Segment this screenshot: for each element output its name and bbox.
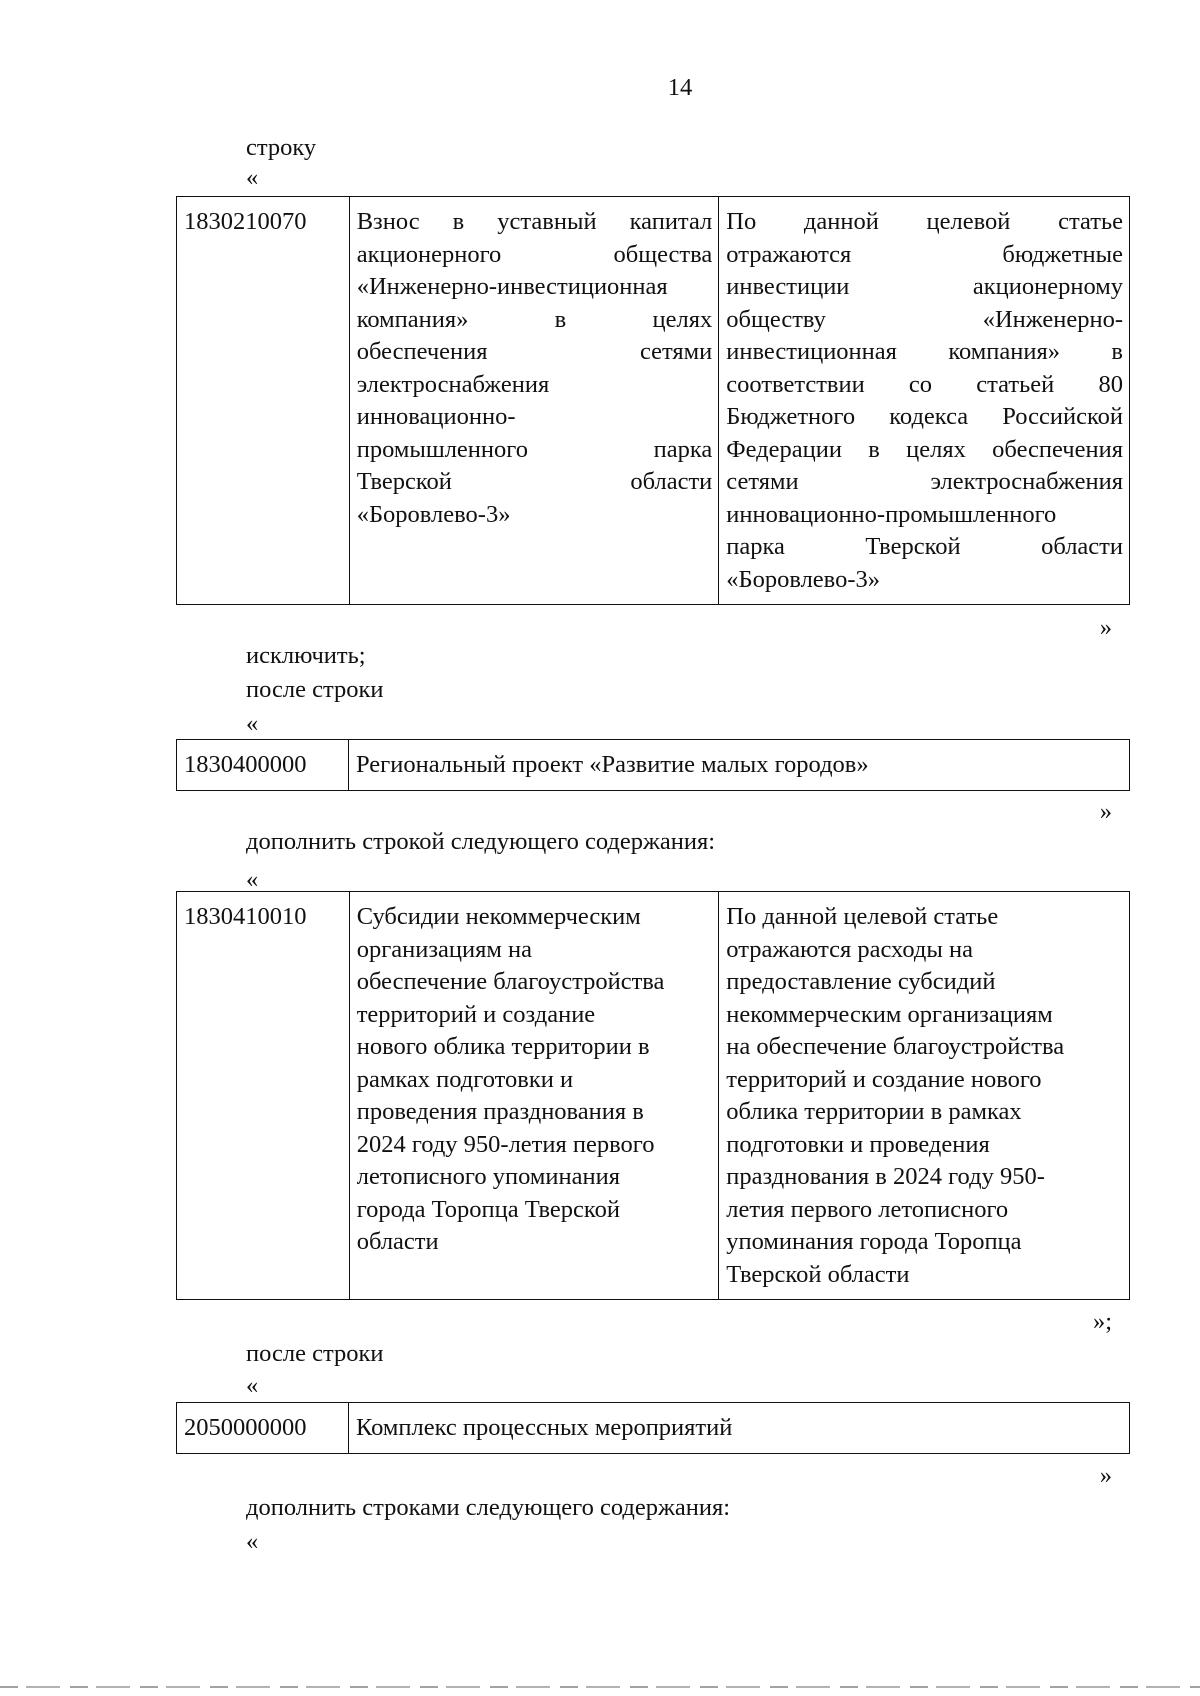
description-line: летия первого летописного: [726, 1195, 1009, 1223]
description-line: облика территории в рамках: [726, 1098, 1022, 1125]
name-cell: [349, 197, 719, 605]
name-line: электроснабжения: [356, 370, 550, 398]
name-line: Тверской области: [356, 468, 713, 495]
description-line: отражаются бюджетные: [726, 240, 1123, 268]
opening-quote: «: [246, 866, 259, 893]
name-line: территорий и создание: [356, 1000, 596, 1028]
table-row: [177, 1403, 1130, 1454]
name-line: компания» в целях: [356, 305, 713, 333]
name-line: обеспечение благоустройства: [356, 968, 665, 995]
description-line: празднования в 2024 году 950-: [726, 1163, 1045, 1190]
table-row-1830410010: [176, 891, 1130, 1300]
description-line: «Боровлево-3»: [726, 565, 880, 593]
description-line: инновационно-промышленного: [726, 500, 1057, 528]
name-line: 2024 году 950-летия первого: [356, 1130, 655, 1158]
description-cell: [719, 892, 1130, 1300]
description-line: По данной целевой статье: [726, 208, 1123, 235]
description-line: упоминания города Торопца: [726, 1228, 1022, 1255]
description-line: обществу «Инженерно-: [726, 305, 1123, 333]
description-line: территорий и создание нового: [726, 1065, 1042, 1093]
scan-artifact-line: [0, 1686, 1200, 1688]
instruction-line-row: строку: [246, 134, 317, 161]
code-cell: 1830210070: [177, 197, 350, 605]
opening-quote: «: [246, 1528, 259, 1555]
description-line: Федерации в целях обеспечения: [726, 435, 1123, 463]
description-line: Бюджетного кодекса Российской: [726, 403, 1123, 430]
instruction-after-row: после строки: [246, 1340, 384, 1367]
table-row: [177, 740, 1130, 791]
table-row-1830210070: [176, 196, 1130, 605]
name-line: промышленного парка: [356, 435, 713, 463]
description-line: инвестиционная компания» в: [726, 338, 1123, 365]
page-number: 14: [667, 74, 693, 101]
name-line: «Боровлево-3»: [356, 500, 511, 528]
description-line: отражаются расходы на: [726, 935, 973, 963]
opening-quote: «: [246, 164, 259, 191]
table-row: [177, 892, 1130, 1300]
name-line: проведения празднования в: [356, 1098, 644, 1125]
name-line: Взнос в уставный капитал: [356, 208, 713, 235]
name-cell: Комплекс процессных мероприятий: [349, 1403, 1130, 1454]
description-line: на обеспечение благоустройства: [726, 1033, 1065, 1060]
name-line: «Инженерно-инвестиционная: [356, 273, 668, 300]
description-line: подготовки и проведения: [726, 1130, 990, 1158]
description-line: некоммерческим организациям: [726, 1000, 1053, 1028]
name-line: города Торопца Тверской: [356, 1195, 620, 1223]
name-line: обеспечения сетями: [356, 338, 713, 365]
opening-quote: «: [246, 1372, 259, 1399]
table-row: [177, 197, 1130, 605]
name-line: инновационно-: [356, 403, 516, 430]
opening-quote: «: [246, 710, 259, 737]
description-line: инвестиции акционерному: [726, 273, 1123, 300]
instruction-after-row: после строки: [246, 676, 384, 703]
name-line: Субсидии некоммерческим: [356, 903, 641, 930]
description-cell: [719, 197, 1130, 605]
name-line: области: [356, 1228, 439, 1255]
code-cell: 1830410010: [177, 892, 350, 1300]
description-line: Тверской области: [726, 1260, 910, 1288]
name-line: летописного упоминания: [356, 1163, 620, 1190]
instruction-exclude: исключить;: [246, 642, 366, 669]
name-line: акционерного общества: [356, 240, 713, 268]
description-line: предоставление субсидий: [726, 968, 996, 995]
name-line: организациям на: [356, 935, 533, 963]
code-cell: 2050000000: [177, 1403, 349, 1454]
code-cell: 1830400000: [177, 740, 349, 791]
name-cell: Региональный проект «Развитие малых городов»: [349, 740, 1130, 791]
table-row-2050000000: [176, 1402, 1130, 1454]
closing-quote: »: [1099, 1462, 1112, 1489]
description-line: По данной целевой статье: [726, 903, 999, 930]
instruction-add-rows: дополнить строками следующего содержания:: [246, 1494, 731, 1521]
table-row-1830400000: [176, 739, 1130, 791]
closing-quote-semicolon: »;: [1092, 1308, 1112, 1335]
description-line: сетями электроснабжения: [726, 468, 1123, 495]
instruction-add-row: дополнить строкой следующего содержания:: [246, 828, 716, 855]
closing-quote: »: [1099, 614, 1112, 641]
name-line: рамках подготовки и: [356, 1065, 574, 1093]
description-line: соответствии со статьей 80: [726, 370, 1123, 398]
name-cell: [349, 892, 719, 1300]
description-line: парка Тверской области: [726, 533, 1123, 560]
closing-quote: »: [1099, 798, 1112, 825]
name-line: нового облика территории в: [356, 1033, 650, 1060]
